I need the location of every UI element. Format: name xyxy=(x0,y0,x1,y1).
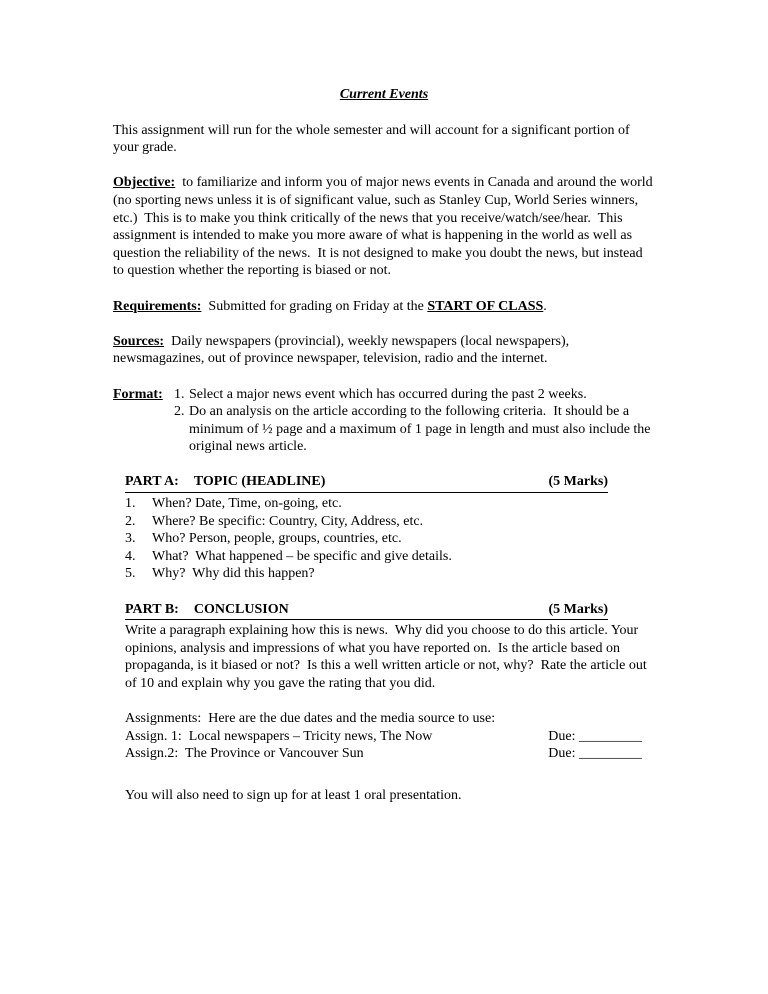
requirements-text-after: . xyxy=(543,298,547,314)
objective-label: Objective: xyxy=(113,175,176,191)
part-b-text: Write a paragraph explaining how this is news. Why did you choose to do this article. Your opinions, analysis and impressions of what you have reported on. Is the article based on propaganda, is it biased or not? Is this a well written article or not, why? Rate the article out of 10 and explain why you gave the rating that you did. xyxy=(125,623,651,691)
part-a-heading xyxy=(125,473,608,493)
format-item xyxy=(174,403,655,456)
closing-paragraph xyxy=(125,787,655,805)
sources-label: Sources: xyxy=(113,333,165,349)
part-a-title: TOPIC (HEADLINE) xyxy=(193,474,326,490)
format-label-cell xyxy=(113,386,174,456)
assignment-due-blank: Due: _________ xyxy=(548,728,642,744)
part-b-section xyxy=(125,601,655,693)
document-title xyxy=(113,86,655,104)
list-item-text: When? Date, Time, on-going, etc. xyxy=(152,496,342,512)
format-item xyxy=(174,386,655,404)
sources-paragraph xyxy=(113,333,655,368)
document-title-text: Current Events xyxy=(339,87,429,102)
list-item-text: Who? Person, people, groups, countries, etc. xyxy=(152,531,402,547)
closing-text: You will also need to sign up for at least 1 oral presentation. xyxy=(125,787,462,803)
format-label: Format: xyxy=(113,386,163,402)
format-item-number: 2. xyxy=(174,404,185,420)
list-item xyxy=(125,548,655,566)
assignments-section xyxy=(125,710,642,763)
assignment-row xyxy=(125,745,642,763)
list-item xyxy=(125,565,655,583)
format-items xyxy=(174,386,655,456)
list-item-number: 3. xyxy=(125,531,136,547)
format-item-text: Select a major news event which has occurred during the past 2 weeks. xyxy=(189,386,587,402)
format-item-text: Do an analysis on the article according to the following criteria. It should be a minimum of ½ page and a maximum of 1 page in length and must also include the original news article. xyxy=(189,404,655,455)
list-item xyxy=(125,513,655,531)
part-b-label: PART B: xyxy=(125,601,179,617)
part-a-marks: (5 Marks) xyxy=(548,474,608,490)
assignments-intro xyxy=(125,710,642,728)
list-item-number: 1. xyxy=(125,496,136,512)
assignment-row xyxy=(125,728,642,746)
assignments-intro-text: Assignments: Here are the due dates and the media source to use: xyxy=(125,711,496,727)
list-item-number: 4. xyxy=(125,548,136,564)
requirements-text-before: Submitted for grading on Friday at the xyxy=(208,298,428,314)
part-a-label: PART A: xyxy=(125,474,179,490)
requirements-paragraph xyxy=(113,298,655,316)
requirements-label: Requirements: xyxy=(113,298,202,314)
list-item-number: 5. xyxy=(125,566,136,582)
intro-paragraph xyxy=(113,122,655,157)
assignment-source: Assign. 1: Local newspapers – Tricity news, The Now xyxy=(125,728,433,744)
part-b-marks: (5 Marks) xyxy=(548,601,608,617)
intro-text: This assignment will run for the whole semester and will account for a significant portion of your grade. xyxy=(113,122,634,156)
part-a-list xyxy=(125,495,655,583)
assignment-source: Assign.2: The Province or Vancouver Sun xyxy=(125,746,364,762)
part-b-heading xyxy=(125,601,608,621)
format-section xyxy=(113,386,655,456)
list-item-text: What? What happened – be specific and give details. xyxy=(152,548,452,564)
part-a-section xyxy=(125,473,655,583)
list-item-number: 2. xyxy=(125,513,136,529)
format-item-number: 1. xyxy=(174,386,185,402)
list-item-text: Where? Be specific: Country, City, Address, etc. xyxy=(152,513,424,529)
list-item-text: Why? Why did this happen? xyxy=(152,566,315,582)
sources-text: Daily newspapers (provincial), weekly newspapers (local newspapers), newsmagazines, out of province newspaper, television, radio and the internet. xyxy=(113,333,573,367)
requirements-emphasis: START OF CLASS xyxy=(427,298,544,314)
objective-text: to familiarize and inform you of major news events in Canada and around the world (no sporting news unless it is of significant value, such as Stanley Cup, World Series winners, etc.) This is to make you think critically of the news that you receive/watch/see/hear. This assignment is intended to make you more aware of what is happening in the world as well as question the reliability of the news. It is not designed to make you doubt the news, but instead to question whether the reporting is biased or not. xyxy=(113,175,657,279)
part-b-title: CONCLUSION xyxy=(193,601,289,617)
list-item xyxy=(125,530,655,548)
part-b-paragraph xyxy=(125,622,655,692)
list-item xyxy=(125,495,655,513)
objective-paragraph xyxy=(113,174,655,280)
assignment-due-blank: Due: _________ xyxy=(548,746,642,762)
